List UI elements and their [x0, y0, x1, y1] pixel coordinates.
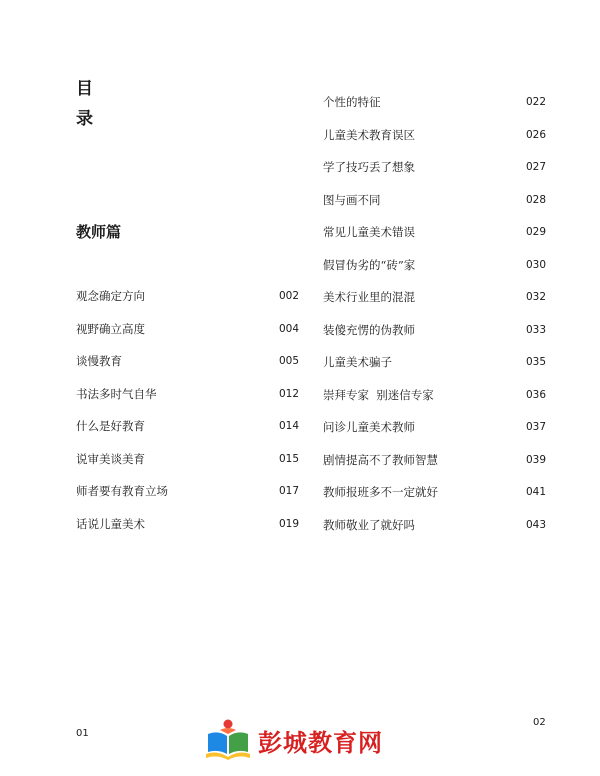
- toc-entry: [76, 417, 299, 435]
- toc-entry-title: 剧情提高不了教师智慧: [323, 452, 438, 467]
- toc-entry-title: 图与画不同: [323, 192, 381, 207]
- toc-title-char-1: 目: [76, 79, 93, 99]
- book-people-icon: [202, 718, 254, 760]
- toc-entry: [76, 320, 299, 338]
- toc-entry-page: 002: [278, 290, 299, 302]
- toc-entry-title: 学了技巧丢了想象: [323, 160, 415, 174]
- toc-entry: [323, 126, 546, 144]
- toc-entry-page: 033: [525, 323, 546, 336]
- toc-entry-title: 常见儿童美术错误: [323, 225, 415, 239]
- toc-entry-page: 004: [278, 322, 299, 335]
- page-number-right: 02: [533, 717, 546, 728]
- toc-entry: [323, 93, 546, 111]
- toc-entry: [76, 450, 299, 468]
- toc-entry-title: 说审美谈美育: [76, 451, 145, 466]
- toc-entry-page: 026: [525, 128, 546, 141]
- section-heading: 教师篇: [76, 223, 122, 241]
- toc-entry: [323, 418, 546, 436]
- toc-entry-title: 个性的特征: [323, 95, 381, 109]
- toc-entry-page: 017: [278, 485, 299, 497]
- toc-entry-title: 假冒伪劣的“砖”家: [323, 257, 416, 272]
- toc-entry-page: 015: [278, 452, 299, 465]
- toc-entry-page: 027: [525, 161, 546, 173]
- toc-entry: [76, 515, 299, 533]
- toc-entry: [323, 288, 546, 306]
- toc-title-char-2: 录: [76, 109, 93, 129]
- toc-entry-title: 视野确立高度: [76, 321, 145, 336]
- toc-entry-title: 教师报班多不一定就好: [323, 485, 438, 499]
- toc-entry-page: 030: [525, 258, 546, 271]
- toc-entry-title: 谈慢教育: [76, 354, 122, 368]
- toc-entry-page: 022: [525, 96, 546, 108]
- toc-entry: [323, 516, 546, 534]
- toc-entry-page: 039: [525, 453, 546, 466]
- toc-entry: [323, 223, 546, 241]
- toc-entry: [76, 287, 299, 305]
- toc-entry-title: 问诊儿童美术教师: [323, 420, 415, 434]
- toc-entry: [76, 352, 299, 370]
- toc-entry-title: 装傻充愣的伪教师: [323, 322, 415, 337]
- toc-entry-page: 012: [278, 387, 299, 400]
- toc-entry: [323, 451, 546, 469]
- toc-entry: [323, 483, 546, 501]
- toc-entry-title: 什么是好教育: [76, 419, 145, 433]
- toc-entry-page: 035: [525, 356, 546, 368]
- toc-entry-page: 043: [525, 518, 546, 531]
- toc-entry-page: 019: [278, 517, 299, 530]
- toc-entry-page: 029: [525, 226, 546, 238]
- toc-entry-title: 崇拜专家 别迷信专家: [323, 387, 434, 402]
- toc-entry-title: 话说儿童美术: [76, 516, 145, 531]
- toc-entry-title: 观念确定方向: [76, 289, 145, 303]
- toc-entry-title: 儿童美术教育误区: [323, 127, 415, 142]
- watermark-text: 彭城教育网: [258, 729, 383, 757]
- watermark-logo: [202, 718, 402, 760]
- toc-list-right: [323, 93, 546, 533]
- toc-entry-title: 儿童美术骗子: [323, 355, 392, 369]
- toc-entry: [323, 321, 546, 339]
- toc-list-left: [76, 287, 299, 537]
- toc-entry-title: 美术行业里的混混: [323, 290, 415, 304]
- toc-entry: [323, 386, 546, 404]
- toc-entry: [323, 158, 546, 176]
- toc-entry-page: 036: [525, 388, 546, 401]
- toc-entry-page: 032: [525, 291, 546, 303]
- toc-entry-page: 028: [525, 193, 546, 206]
- toc-entry: [323, 353, 546, 371]
- toc-entry: [323, 191, 546, 209]
- page-number-left: 01: [76, 728, 89, 739]
- toc-entry: [76, 482, 299, 500]
- toc-entry: [76, 385, 299, 403]
- toc-entry-title: 师者要有教育立场: [76, 484, 168, 498]
- toc-entry-page: 014: [278, 420, 299, 432]
- toc-entry: [323, 256, 546, 274]
- toc-entry-page: 041: [525, 486, 546, 498]
- toc-entry-page: 037: [525, 421, 546, 433]
- toc-entry-page: 005: [278, 355, 299, 367]
- toc-entry-title: 书法多时气自华: [76, 386, 157, 401]
- toc-entry-title: 教师敬业了就好吗: [323, 517, 415, 532]
